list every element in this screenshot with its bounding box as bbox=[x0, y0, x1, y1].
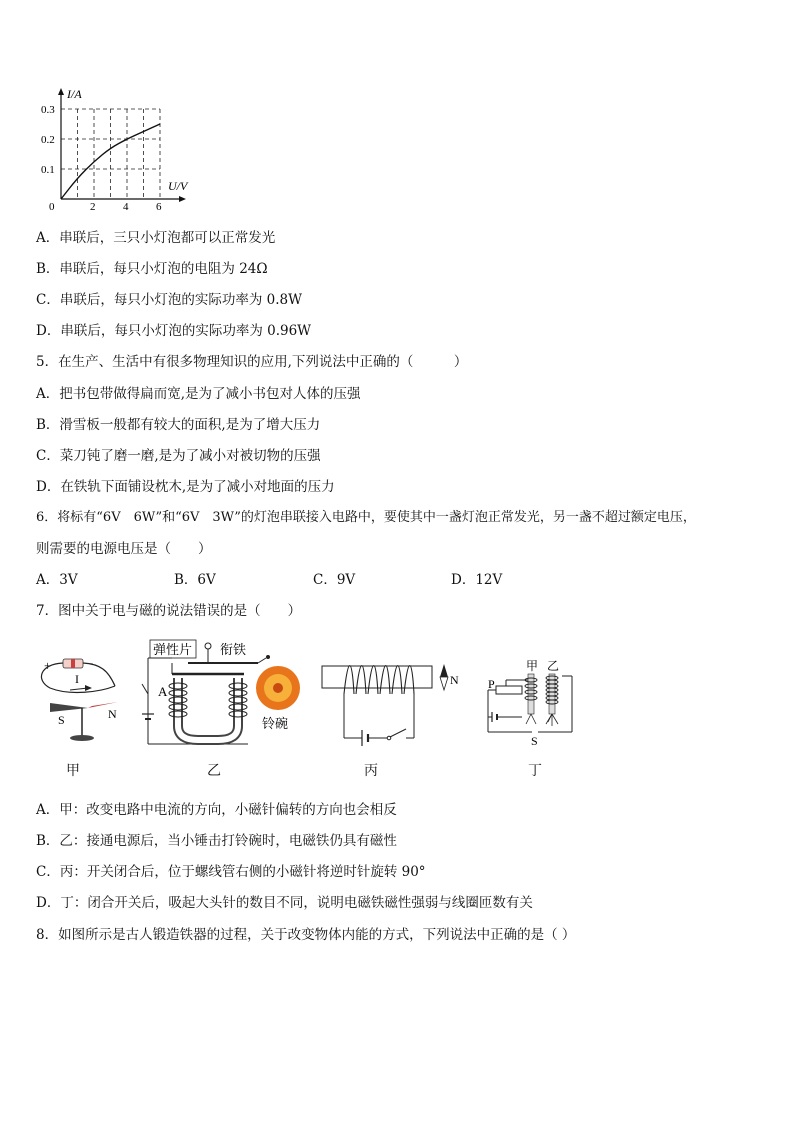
q4-option-d: D．串联后，每只小灯泡的实际功率为 0.96W bbox=[36, 323, 312, 339]
q6-stem-line1: 6．将标有“6V 6W”和“6V 3W”的灯泡串联接入电路中，要使其中一盏灯泡正常发光，另一盏不超过额定电压， bbox=[36, 510, 696, 525]
compass-needle-icon bbox=[440, 664, 448, 677]
electromagnet-yi-label: 乙 bbox=[547, 659, 560, 673]
needle-s-label: S bbox=[58, 713, 65, 727]
q4-option-b: B．串联后，每只小灯泡的电阻为 24Ω bbox=[36, 261, 268, 277]
y-tick-0.2: 0.2 bbox=[41, 134, 55, 146]
q6-option-b: B．6V bbox=[174, 572, 216, 588]
pins-icon bbox=[526, 714, 558, 726]
q7-option-a: A．甲：改变电路中电流的方向，小磁针偏转的方向也会相反 bbox=[36, 802, 397, 818]
switch-icon bbox=[142, 684, 148, 694]
current-label-i: I bbox=[75, 672, 79, 686]
q6-option-c: C．9V bbox=[313, 572, 356, 588]
y-tick-0.3: 0.3 bbox=[41, 104, 55, 116]
q7-option-c: C．丙：开关闭合后，位于螺线管右侧的小磁针将逆时针旋转 90° bbox=[36, 864, 426, 880]
contact-screw-icon bbox=[205, 643, 211, 649]
figure-bing-solenoid bbox=[318, 656, 468, 748]
q5-option-b: B．滑雪板一般都有较大的面积,是为了增大压力 bbox=[36, 417, 321, 433]
x-tick-2: 2 bbox=[90, 201, 96, 213]
q6-stem-line2: 则需要的电源电压是（ ） bbox=[36, 541, 212, 557]
battery-plus-sign: + bbox=[44, 658, 52, 673]
x-axis-label: U/V bbox=[168, 179, 188, 193]
spring-label: 弹性片 bbox=[153, 642, 193, 657]
x-tick-6: 6 bbox=[156, 201, 162, 213]
q5-option-c: C．菜刀钝了磨一磨,是为了减小对被切物的压强 bbox=[36, 448, 321, 464]
rheostat-p-label: P bbox=[488, 677, 495, 691]
q5-stem: 5．在生产、生活中有很多物理知识的应用,下列说法中正确的（ ） bbox=[36, 354, 468, 370]
x-tick-4: 4 bbox=[123, 201, 129, 213]
q6-option-d: D．12V bbox=[451, 572, 503, 588]
q5-option-d: D．在铁轨下面铺设枕木,是为了减小对地面的压力 bbox=[36, 479, 335, 495]
switch-s-label: S bbox=[531, 734, 538, 748]
figure-jia-oersted bbox=[30, 650, 140, 750]
figure-yi-electric-bell bbox=[138, 636, 308, 754]
y-tick-0.1: 0.1 bbox=[41, 164, 55, 176]
q8-stem: 8．如图所示是古人锻造铁器的过程，关于改变物体内能的方式，下列说法中正确的是（ ） bbox=[36, 927, 576, 943]
q4-option-c: C．串联后，每只小灯泡的实际功率为 0.8W bbox=[36, 292, 302, 308]
x-tick-0: 0 bbox=[49, 201, 55, 213]
needle-n-label: N bbox=[450, 673, 459, 687]
q7-stem: 7．图中关于电与磁的说法错误的是（ ） bbox=[36, 603, 302, 619]
needle-n-label: N bbox=[108, 707, 117, 721]
terminal-a-label: A bbox=[158, 684, 168, 699]
caption-yi: 乙 bbox=[207, 763, 221, 779]
rheostat-icon bbox=[496, 686, 522, 694]
iu-graph bbox=[36, 84, 206, 214]
electromagnet-jia-label: 甲 bbox=[526, 659, 539, 673]
caption-ding: 丁 bbox=[528, 763, 542, 779]
armature-label: 衔铁 bbox=[220, 642, 247, 657]
q6-option-a: A．3V bbox=[36, 572, 78, 588]
q4-option-a: A．串联后，三只小灯泡都可以正常发光 bbox=[36, 230, 276, 246]
battery-minus-sign: − bbox=[86, 656, 94, 671]
caption-bing: 丙 bbox=[364, 763, 378, 779]
q7-option-d: D．丁：闭合开关后，吸起大头针的数目不同，说明电磁铁磁性强弱与线圈匝数有关 bbox=[36, 895, 533, 911]
caption-jia: 甲 bbox=[66, 763, 80, 779]
switch-icon bbox=[390, 729, 406, 737]
q5-option-a: A．把书包带做得扁而宽,是为了减小书包对人体的压强 bbox=[36, 386, 361, 402]
y-axis-label: I/A bbox=[67, 87, 82, 101]
bell-label: 铃碗 bbox=[262, 716, 289, 731]
graph-grid bbox=[61, 109, 160, 199]
figure-ding-electromagnets bbox=[476, 656, 586, 748]
q7-option-b: B．乙：接通电源后，当小锤击打铃碗时，电磁铁仍具有磁性 bbox=[36, 833, 397, 849]
